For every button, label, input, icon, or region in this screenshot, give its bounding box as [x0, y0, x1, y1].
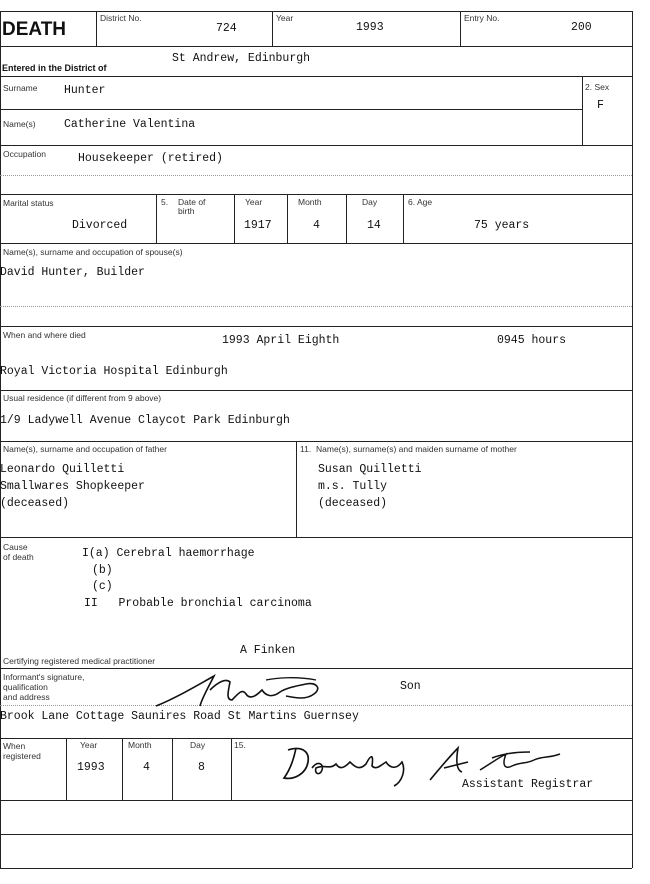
reg-year-label: Year	[80, 740, 98, 750]
father-label: Name(s), surname and occupation of father	[3, 444, 167, 454]
names: Catherine Valentina	[64, 118, 196, 131]
reg-day-label: Day	[190, 740, 206, 750]
mother-line: m.s. Tully	[318, 480, 388, 493]
father-line: Smallwares Shopkeeper	[0, 480, 145, 493]
year-label: Year	[276, 13, 294, 23]
when-where-label: When and where died	[3, 330, 86, 340]
divider	[0, 738, 632, 739]
cause-line: II Probable bronchial carcinoma	[84, 597, 312, 610]
dob-month-label: Month	[298, 197, 322, 207]
occupation-label: Occupation	[3, 149, 46, 159]
informant-qualification: Son	[400, 680, 421, 693]
occupation: Housekeeper (retired)	[78, 152, 223, 165]
district-label: Entered in the District of	[2, 63, 107, 73]
divider	[122, 738, 123, 800]
residence: 1/9 Ladywell Avenue Claycot Park Edinburgh	[0, 414, 290, 427]
divider	[0, 243, 632, 244]
mother-label-number: 11.	[300, 444, 312, 454]
divider	[0, 834, 632, 835]
divider	[96, 11, 97, 46]
divider	[0, 868, 632, 869]
divider	[66, 738, 67, 800]
form-right-border	[632, 11, 633, 868]
cause-line: I(a) Cerebral haemorrhage	[82, 547, 255, 560]
cause-line: (b)	[92, 564, 113, 577]
informant-signature	[146, 668, 346, 710]
reg-year: 1993	[77, 761, 105, 774]
divider	[172, 738, 173, 800]
sex: F	[597, 99, 604, 112]
surname: Hunter	[64, 84, 106, 97]
divider	[460, 11, 461, 46]
reg-month-label: Month	[128, 740, 152, 750]
registrar-signature-number: 15.	[234, 740, 246, 750]
dob-month: 4	[313, 219, 320, 232]
practitioner: A Finken	[240, 644, 296, 657]
divider	[0, 390, 632, 391]
residence-label: Usual residence (if different from 9 above)	[3, 393, 162, 403]
divider	[0, 326, 632, 327]
surname-label: Surname	[3, 83, 38, 93]
divider	[234, 194, 235, 243]
divider	[272, 11, 273, 46]
spouse: David Hunter, Builder	[0, 266, 145, 279]
dob-year: 1917	[244, 219, 272, 232]
mother-line: Susan Quilletti	[318, 463, 422, 476]
form-left-border	[0, 11, 1, 868]
divider	[403, 194, 404, 243]
registrar-title: Assistant Registrar	[462, 778, 594, 791]
marital: Divorced	[72, 219, 128, 232]
age-label: 6. Age	[408, 197, 433, 207]
dob-year-label: Year	[245, 197, 263, 207]
divider	[0, 109, 582, 110]
entry-no-label: Entry No.	[464, 13, 500, 23]
entry-no: 200	[571, 21, 592, 34]
marital-label: Marital status	[3, 198, 54, 208]
divider	[0, 800, 632, 801]
divider	[346, 194, 347, 243]
age: 75 years	[474, 219, 530, 232]
divider	[0, 537, 632, 538]
death-place: Royal Victoria Hospital Edinburgh	[0, 365, 228, 378]
informant-label: and address	[3, 692, 50, 702]
district-no-label: District No.	[100, 13, 142, 23]
informant-label: Informant's signature,	[3, 672, 85, 682]
dob-day: 14	[367, 219, 381, 232]
dob-label-number: 5.	[161, 197, 169, 207]
reg-month: 4	[143, 761, 150, 774]
certifying-label: Certifying registered medical practitioner	[3, 656, 156, 666]
divider	[0, 145, 632, 146]
dob-day-label: Day	[362, 197, 378, 207]
divider	[287, 194, 288, 243]
divider	[156, 194, 157, 243]
divider	[0, 441, 632, 442]
mother-label: Name(s), surname(s) and maiden surname of mother	[316, 444, 517, 454]
informant-label: qualification	[3, 682, 48, 692]
death-time: 0945 hours	[497, 334, 567, 347]
mother-line: (deceased)	[318, 497, 388, 510]
divider	[0, 306, 632, 307]
names-label: Name(s)	[3, 119, 36, 129]
divider	[231, 738, 232, 800]
informant-address: Brook Lane Cottage Saunires Road St Martins Guernsey	[0, 710, 359, 723]
when-registered-label: When	[3, 741, 26, 751]
father-line: (deceased)	[0, 497, 70, 510]
divider	[0, 194, 632, 195]
father-line: Leonardo Quilletti	[0, 463, 125, 476]
form-title: DEATH	[2, 19, 67, 40]
year: 1993	[356, 21, 384, 34]
cause-label: Cause	[3, 542, 28, 552]
district-no: 724	[216, 22, 237, 35]
divider	[582, 76, 583, 145]
death-date: 1993 April Eighth	[222, 334, 340, 347]
spouse-label: Name(s), surname and occupation of spouse(s)	[3, 247, 183, 257]
sex-label: 2. Sex	[585, 82, 610, 92]
dob-label: Date of birth	[178, 197, 206, 216]
divider	[296, 441, 297, 537]
when-registered-label: registered	[3, 751, 41, 761]
divider	[0, 46, 632, 47]
reg-day: 8	[198, 761, 205, 774]
divider	[0, 76, 632, 77]
cause-line: (c)	[92, 580, 113, 593]
divider	[0, 11, 632, 12]
district: St Andrew, Edinburgh	[172, 52, 311, 65]
cause-label: of death	[3, 552, 34, 562]
divider	[0, 175, 632, 176]
